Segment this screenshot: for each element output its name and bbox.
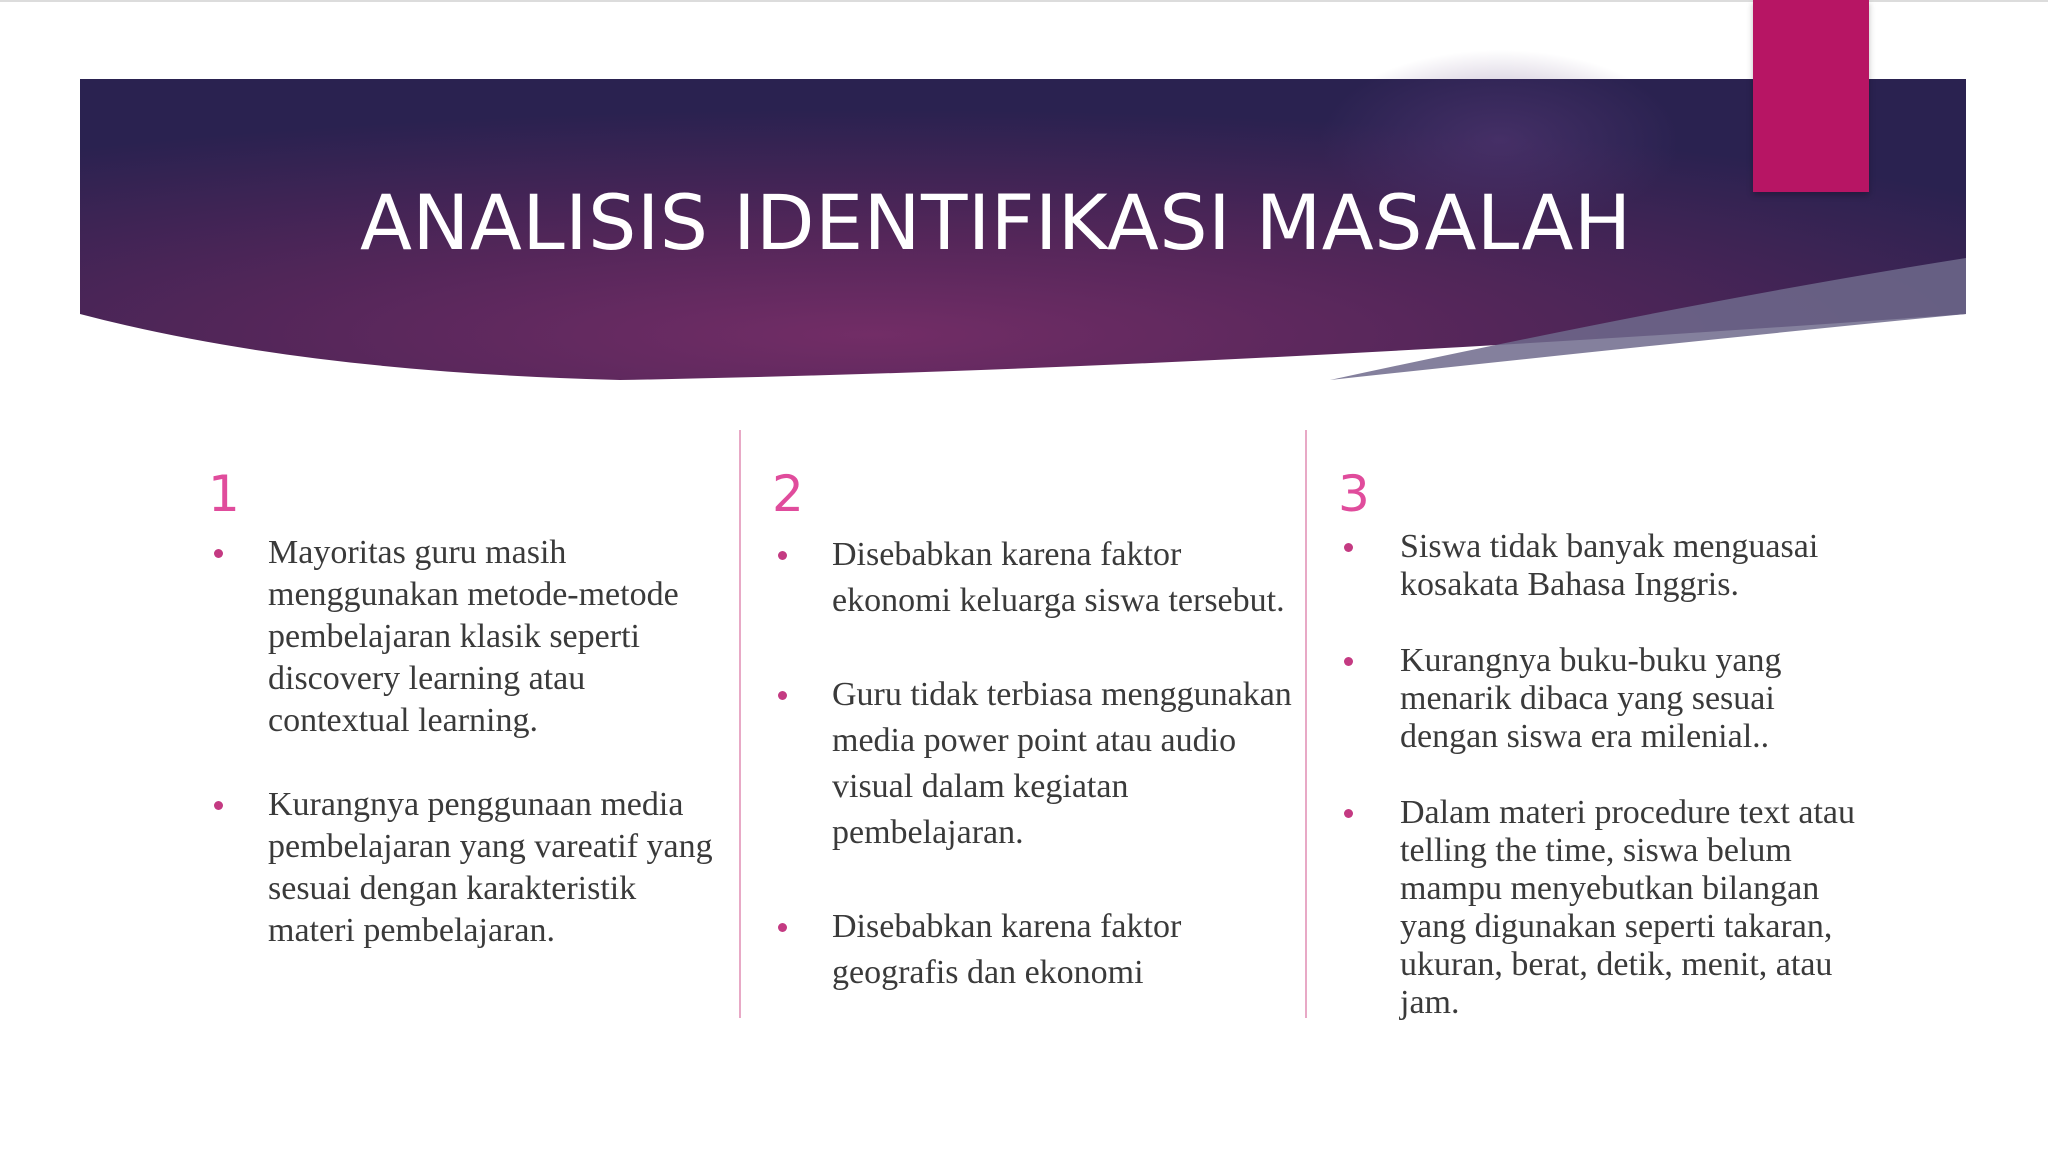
bullet-text: Dalam materi procedure text atau telling the time, siswa belum mampu menyebutkan bilangan yang digunakan seperti takaran, ukuran, berat, detik, menit, atau jam. bbox=[1400, 794, 1855, 1021]
bullet-text: Guru tidak terbiasa menggunakan media power point atau audio visual dalam kegiatan pembelajaran. bbox=[832, 676, 1292, 851]
column-divider-2 bbox=[1305, 430, 1307, 1018]
bullet-item bbox=[208, 532, 728, 742]
bullet-text: Disebabkan karena faktor geografis dan ekonomi bbox=[832, 908, 1182, 991]
bullet-text: Mayoritas guru masih menggunakan metode-metode pembelajaran klasik seperti discovery learning atau contextual learning. bbox=[268, 534, 679, 739]
bullet-list bbox=[772, 532, 1292, 996]
accent-tab bbox=[1753, 0, 1869, 192]
column-2 bbox=[772, 464, 1292, 1044]
bullet-item bbox=[772, 904, 1292, 996]
bullet-dot-icon bbox=[214, 549, 223, 558]
bullet-item bbox=[208, 784, 728, 952]
bullet-dot-icon bbox=[778, 551, 787, 560]
bullet-dot-icon bbox=[214, 801, 223, 810]
bullet-dot-icon bbox=[1344, 657, 1353, 666]
bullet-text: Kurangnya buku-buku yang menarik dibaca yang sesuai dengan siswa era milenial.. bbox=[1400, 642, 1782, 755]
column-divider-1 bbox=[739, 430, 741, 1018]
bullet-item bbox=[1338, 528, 1878, 604]
bullet-item bbox=[772, 672, 1292, 856]
slide-title: ANALISIS IDENTIFIKASI MASALAH bbox=[360, 178, 1632, 267]
bullet-dot-icon bbox=[1344, 809, 1353, 818]
bullet-item bbox=[1338, 794, 1878, 1022]
bullet-text: Kurangnya penggunaan media pembelajaran yang vareatif yang sesuai dengan karakteristik materi pembelajaran. bbox=[268, 786, 713, 949]
bullet-text: Siswa tidak banyak menguasai kosakata Bahasa Inggris. bbox=[1400, 528, 1819, 603]
bullet-list bbox=[208, 532, 728, 952]
bullet-dot-icon bbox=[778, 923, 787, 932]
column-number: 3 bbox=[1338, 465, 1370, 523]
bullet-item bbox=[772, 532, 1292, 624]
column-number: 2 bbox=[772, 465, 804, 523]
bullet-dot-icon bbox=[1344, 543, 1353, 552]
bullet-dot-icon bbox=[778, 691, 787, 700]
bullet-list bbox=[1338, 528, 1878, 1022]
bullet-item bbox=[1338, 642, 1878, 756]
bullet-text: Disebabkan karena faktor ekonomi keluarga siswa tersebut. bbox=[832, 536, 1285, 619]
column-1 bbox=[208, 464, 728, 994]
column-3 bbox=[1338, 464, 1878, 1060]
column-number: 1 bbox=[208, 465, 240, 523]
